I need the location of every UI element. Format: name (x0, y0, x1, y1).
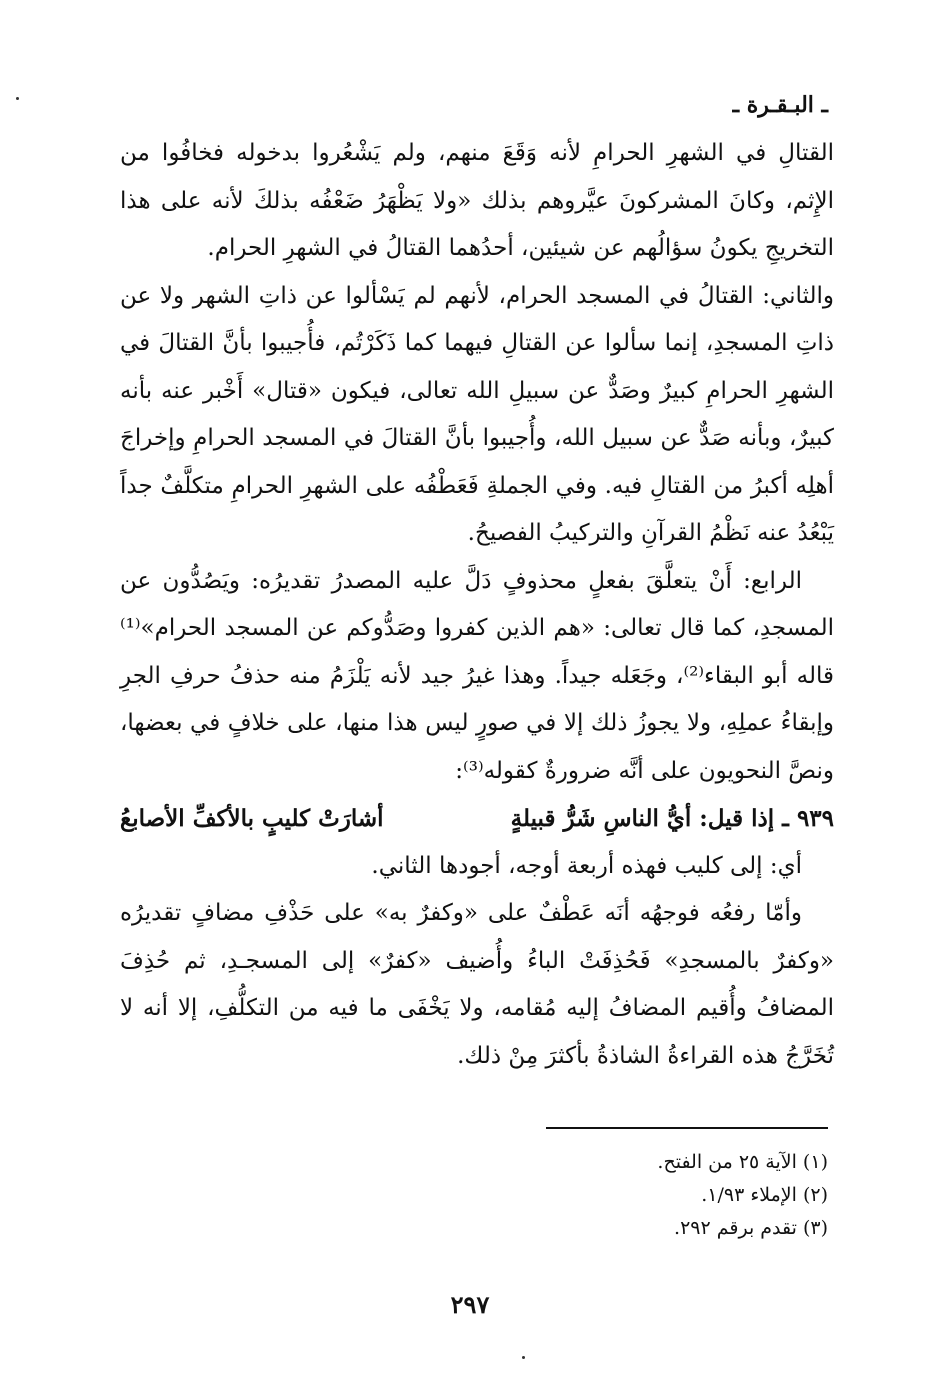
page-number: ٢٩٧ (450, 1290, 490, 1319)
paragraph: وأمّا رفعُه فوجهُه أنَه عَطْفٌ على «وكفرٌ به» على حَذْفِ مضافٍ تقديرُه «وكفرٌ بالمسجدِ» فَحُذِفَتْ الباءُ وأُضيف «كفرٌ» إلى المسجـدِ، ثم حُذِفَ المضافُ وأُقيم المضافُ إليه مُقامه، ولا يَخْفَى ما فيه من التكلُّفِ، إلا أنه لا تُخَرَّجُ هذه القراءةُ الشاذةُ بأكثرَ مِنْ ذلك. (120, 900, 834, 1069)
verse-second-hemistich: أشارَتْ كليبٍ بالأكفِّ الأصابعُ (120, 805, 384, 832)
main-text (120, 130, 834, 1080)
footnote: (٢) الإملاء ١/٩٣. (701, 1184, 828, 1206)
footnote: (٣) تقدم برقم ٢٩٢. (674, 1217, 828, 1239)
footnote: (١) الآية ٢٥ من الفتح. (657, 1151, 828, 1173)
running-header: ـ البـقـرة ـ (732, 92, 828, 118)
paragraph: القتالِ في الشهرِ الحرامِ لأنه وَقَعَ منهم، ولم يَشْعُروا بدخوله فخافُوا من الإِثم، وكانَ المشركونَ عيَّروهم بذلك «ولا يَظْهَرُ ضَعْفُه بذلكَ لأنه على هذا التخريجِ يكونُ سؤالُهم عن شيئين، أحدُهما القتالُ في الشهرِ الحرام. (120, 140, 834, 261)
paragraph: أي: إلى كليب فهذه أربعة أوجه، أجودها الثاني. (371, 852, 802, 879)
verse-first-hemistich: ٩٣٩ ـ إذا قيل: أيُّ الناسِ شَرُّ قبيلةٍ (510, 805, 834, 832)
poetry-verse (120, 795, 834, 843)
scan-speck (16, 97, 19, 100)
footnote-divider (546, 1127, 828, 1129)
scan-speck (522, 1356, 525, 1359)
paragraph: والثاني: القتالُ في المسجد الحرام، لأنهم لم يَسْألوا عن ذاتِ الشهر ولا عن ذاتِ المسجدِ، إنما سألوا عن القتالِ فيهما كما ذَكَرْتُم، فأُجيبوا بأنَّ القتالَ في الشهرِ الحرامِ كبيرٌ وصَدٌّ عن سبيلِ الله تعالى، فيكون «قتال» أَخْبر عنه بأنه كبيرٌ، وبأنه صَدٌّ عن سبيل الله، وأُجيبوا بأنَّ القتالَ في المسجد الحرامِ وإخراجَ أهلِه أكبرُ من القتالِ فيه. وفي الجملةِ فَعَطْفُه على الشهرِ الحرامِ متكلَّفٌ جداً يَبْعُدُ عنه نَظْمُ القرآنِ والتركيبُ الفصيحُ. (120, 282, 834, 546)
paragraph: الرابع: أَنْ يتعلَّقَ بفعلٍ محذوفٍ دَلَّ عليه المصدرُ تقديرُه: ويَصُدُّون عن المسجدِ، كما قال تعالى: «هم الذين كفروا وصَدُّوكم عن المسجد الحرام»⁽¹⁾ قاله أبو البقاء⁽²⁾، وجَعَله جيداً. وهذا غيرُ جيد لأنه يَلْزَمُ منه حذفُ حرفِ الجرِ وإبقاءُ عملِهِ، ولا يجوزُ ذلك إلا في صورٍ ليس هذا منها، على خلافٍ في بعضها، ونصَّ النحويون على أنَّه ضرورةٌ كقوله⁽³⁾: (120, 567, 834, 784)
footnotes (228, 1146, 828, 1245)
